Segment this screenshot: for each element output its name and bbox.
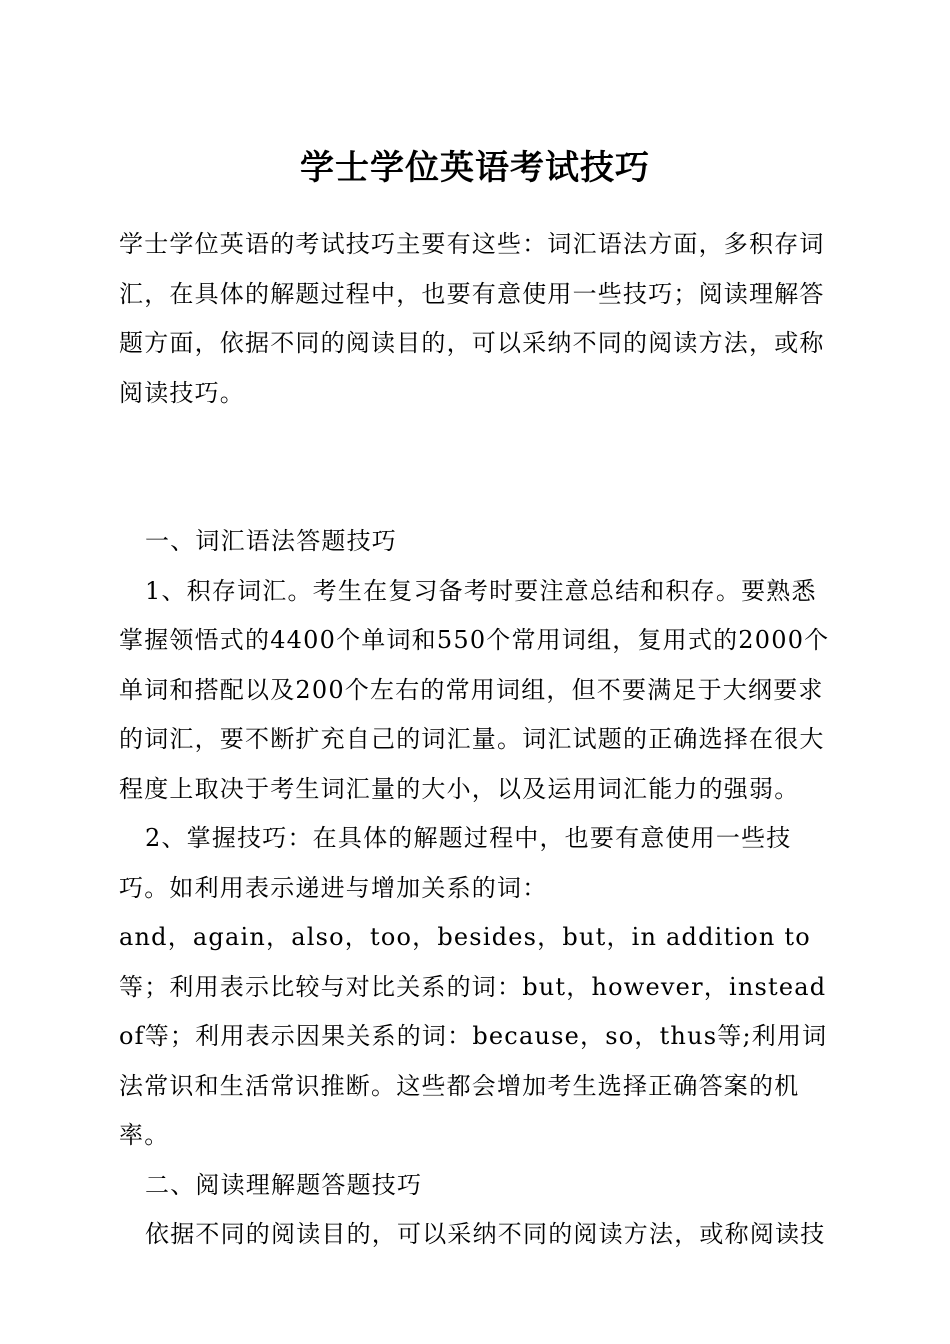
section2-paragraph-1: 依据不同的阅读目的，可以采纳不同的阅读方法，或称阅读技 bbox=[145, 1220, 826, 1248]
section1-paragraph-2: 2、掌握技巧：在具体的解题过程中，也要有意使用一些技巧。如利用表示递进与增加关系的词： bbox=[119, 824, 792, 902]
intro-text: 学士学位英语的考试技巧主要有这些：词汇语法方面，多积存词汇，在具体的解题过程中，也要有意使用一些技巧；阅读理解答题方面，依据不同的阅读目的，可以采纳不同的阅读方法，或称阅读技巧。 bbox=[119, 230, 825, 407]
section1-paragraph-1: 1、积存词汇。考生在复习备考时要注意总结和积存。要熟悉掌握领悟式的4400个单词和550个常用词组，复用式的2000个单词和搭配以及200个左右的常用词组，但不要满足于大纲要求的词汇，要不断扩充自己的词汇量。词汇试题的正确选择在很大程度上取决于考生词汇量的大小，以及运用词汇能力的强弱。 bbox=[119, 576, 830, 803]
main-sections bbox=[119, 517, 839, 1260]
section2-heading: 二、阅读理解题答题技巧 bbox=[145, 1170, 423, 1199]
document-title: 学士学位英语考试技巧 bbox=[300, 148, 650, 188]
section1-paragraph-3: and，again，also，too，besides，but，in addition to等；利用表示比较与对比关系的词：but，however，instead of等；利用表示因果关系的词：because，so，thus等;利用词法常识和生活常识推断。这些都会增加考生选择正确答案的机率。 bbox=[119, 923, 828, 1149]
intro-paragraph bbox=[119, 220, 839, 418]
section1-heading: 一、词汇语法答题技巧 bbox=[145, 527, 397, 555]
